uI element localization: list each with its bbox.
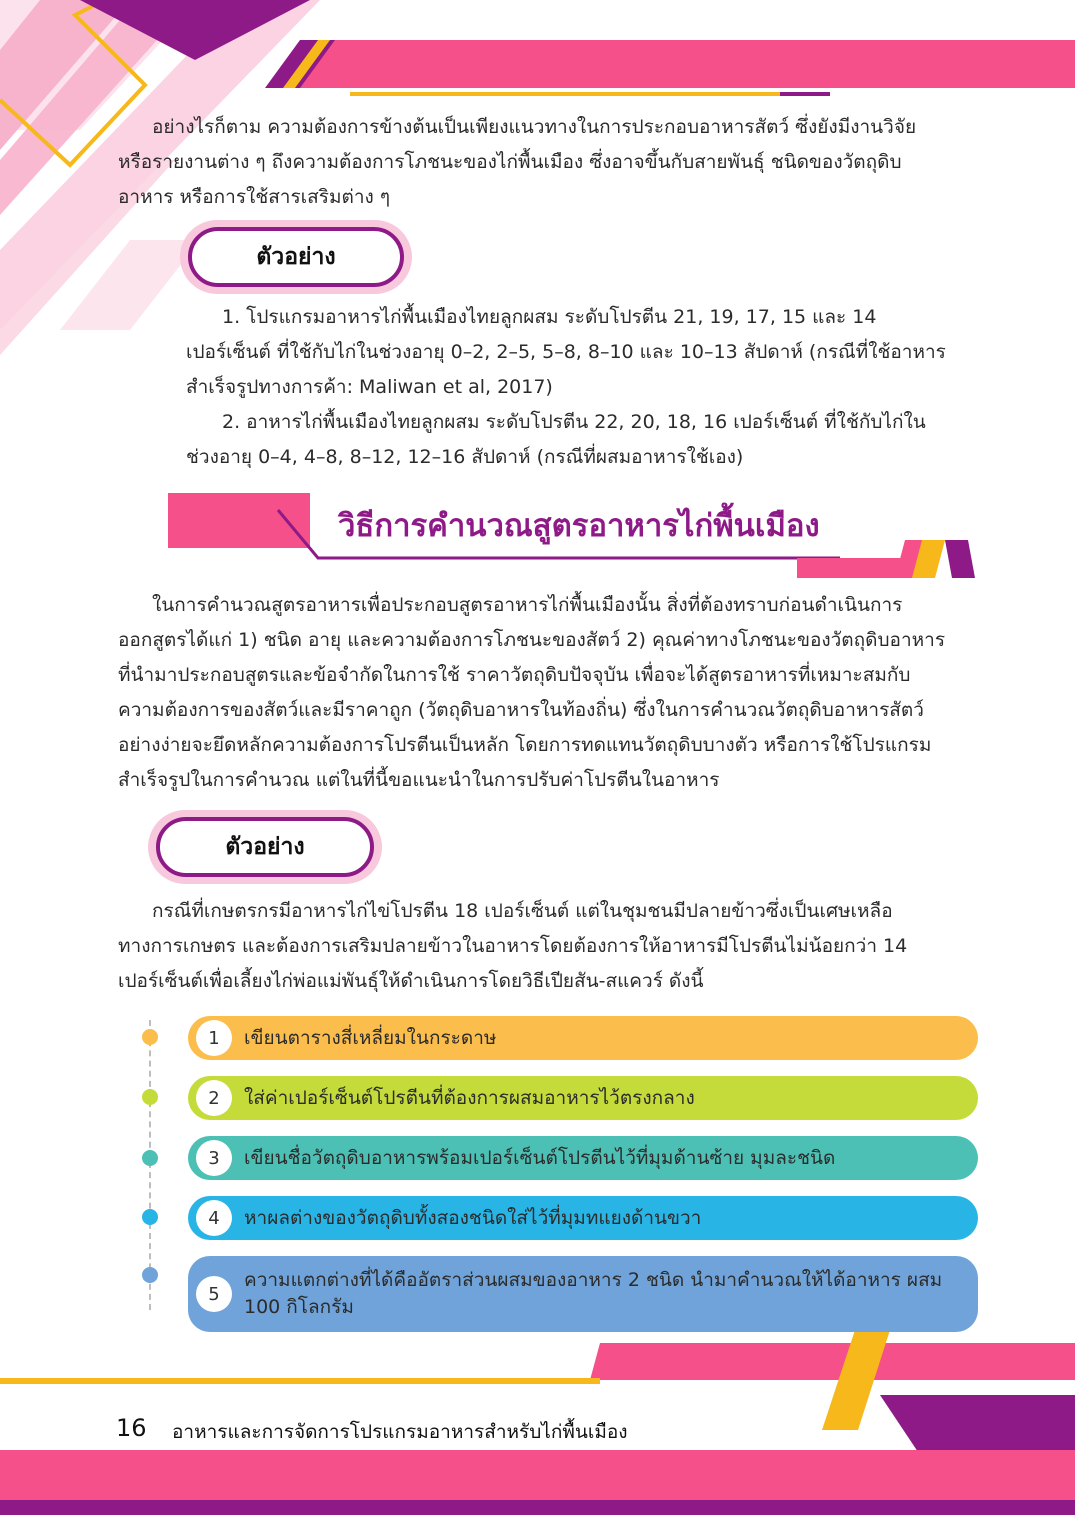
step-text: ความแตกต่างที่ได้คืออัตราส่วนผสมของอาหาร 2 ชนิด นำมาคำนวณให้ได้อาหาร ผสม 100 กิโลกรัม [244, 1269, 943, 1318]
step-text: เขียนตารางสี่เหลี่ยมในกระดาษ [244, 1026, 497, 1049]
step-text: เขียนชื่อวัตถุดิบอาหารพร้อมเปอร์เซ็นต์โปรตีนไว้ที่มุมด้านซ้าย มุมละชนิด [244, 1146, 836, 1169]
body-line: อย่างง่ายจะยึดหลักความต้องการโปรตีนเป็นหลัก โดยการทดแทนวัตถุดิบบางตัว หรือการใช้โปรแกรม [118, 734, 932, 756]
step-number: 5 [196, 1276, 232, 1312]
step-number: 2 [196, 1080, 232, 1116]
example-label-2 [148, 810, 382, 884]
body-paragraph [118, 588, 988, 798]
step-dot [142, 1150, 158, 1166]
body-line: ในการคำนวณสูตรอาหารเพื่อประกอบสูตรอาหารไก่พื้นเมืองนั้น สิ่งที่ต้องทราบก่อนดำเนินการ [152, 594, 903, 616]
step-4 [188, 1196, 978, 1240]
step-number: 4 [196, 1200, 232, 1236]
step-number: 3 [196, 1140, 232, 1176]
intro-paragraph [118, 110, 988, 215]
example-label-text: ตัวอย่าง [225, 834, 305, 860]
example-label-1 [180, 220, 412, 294]
step-number: 1 [196, 1020, 232, 1056]
example1-line: เปอร์เซ็นต์ ที่ใช้กับไก่ในช่วงอายุ 0–2, 2–5, 5–8, 8–10 และ 10–13 สัปดาห์ (กรณีที่ใช้อาหาร [186, 341, 946, 363]
body-line: ที่นำมาประกอบสูตรและข้อจำกัดในการใช้ ราคาวัตถุดิบปัจจุบัน เพื่อจะได้สูตรอาหารที่เหมาะสมกับ [118, 664, 911, 686]
example1-line: 2. อาหารไก่พื้นเมืองไทยลูกผสม ระดับโปรตีน 22, 20, 18, 16 เปอร์เซ็นต์ ที่ใช้กับไก่ใน [222, 411, 926, 433]
intro-line: อย่างไรก็ตาม ความต้องการข้างต้นเป็นเพียงแนวทางในการประกอบอาหารสัตว์ ซึ่งยังมีงานวิจัย [152, 116, 917, 138]
example1-line: ช่วงอายุ 0–4, 4–8, 8–12, 12–16 สัปดาห์ (กรณีที่ผสมอาหารใช้เอง) [186, 446, 744, 468]
step-3 [188, 1136, 978, 1180]
footer-title: อาหารและการจัดการโปรแกรมอาหารสำหรับไก่พื้นเมือง [172, 1421, 628, 1443]
example1-paragraph [186, 300, 986, 475]
step-dot [142, 1209, 158, 1225]
example-label-text: ตัวอย่าง [256, 244, 336, 270]
step-dot [142, 1029, 158, 1045]
example1-line: 1. โปรแกรมอาหารไก่พื้นเมืองไทยลูกผสม ระดับโปรตีน 21, 19, 17, 15 และ 14 [222, 306, 877, 328]
step-dot [142, 1089, 158, 1105]
example2-line: เปอร์เซ็นต์เพื่อเลี้ยงไก่พ่อแม่พันธุ์ให้ดำเนินการโดยวิธีเปียสัน-สแควร์ ดังนี้ [118, 970, 704, 992]
body-line: ความต้องการของสัตว์และมีราคาถูก (วัตถุดิบอาหารในท้องถิ่น) ซึ่งในการคำนวณวัตถุดิบอาหารสัตว์ [118, 699, 924, 721]
step-5 [188, 1256, 978, 1332]
example2-line: กรณีที่เกษตรกรมีอาหารไก่ไข่โปรตีน 18 เปอร์เซ็นต์ แต่ในชุมชนมีปลายข้าวซึ่งเป็นเศษเหลือ [152, 900, 893, 922]
body-line: สำเร็จรูปในการคำนวณ แต่ในที่นี้ขอแนะนำในการปรับค่าโปรตีนในอาหาร [118, 769, 720, 791]
body-line: ออกสูตรได้แก่ 1) ชนิด อายุ และความต้องการโภชนะของสัตว์ 2) คุณค่าทางโภชนะของวัตถุดิบอาหาร [118, 629, 946, 651]
step-dot [142, 1267, 158, 1283]
page-number: 16 [116, 1414, 147, 1442]
step-1 [188, 1016, 978, 1060]
example2-line: ทางการเกษตร และต้องการเสริมปลายข้าวในอาหารโดยต้องการให้อาหารมีโปรตีนไม่น้อยกว่า 14 [118, 935, 908, 957]
intro-line: หรือรายงานต่าง ๆ ถึงความต้องการโภชนะของไก่พื้นเมือง ซึ่งอาจขึ้นกับสายพันธุ์ ชนิดของวัตถุดิบ [118, 151, 902, 173]
example2-paragraph [118, 894, 988, 999]
section-title: วิธีการคำนวณสูตรอาหารไก่พื้นเมือง [338, 508, 820, 544]
step-2 [188, 1076, 978, 1120]
example1-line: สำเร็จรูปทางการค้า: Maliwan et al, 2017) [186, 376, 553, 398]
step-text: ใส่ค่าเปอร์เซ็นต์โปรตีนที่ต้องการผสมอาหารไว้ตรงกลาง [244, 1086, 695, 1109]
intro-line: อาหาร หรือการใช้สารเสริมต่าง ๆ [118, 186, 391, 208]
step-text: หาผลต่างของวัตถุดิบทั้งสองชนิดใส่ไว้ที่มุมทแยงด้านขวา [244, 1206, 702, 1229]
